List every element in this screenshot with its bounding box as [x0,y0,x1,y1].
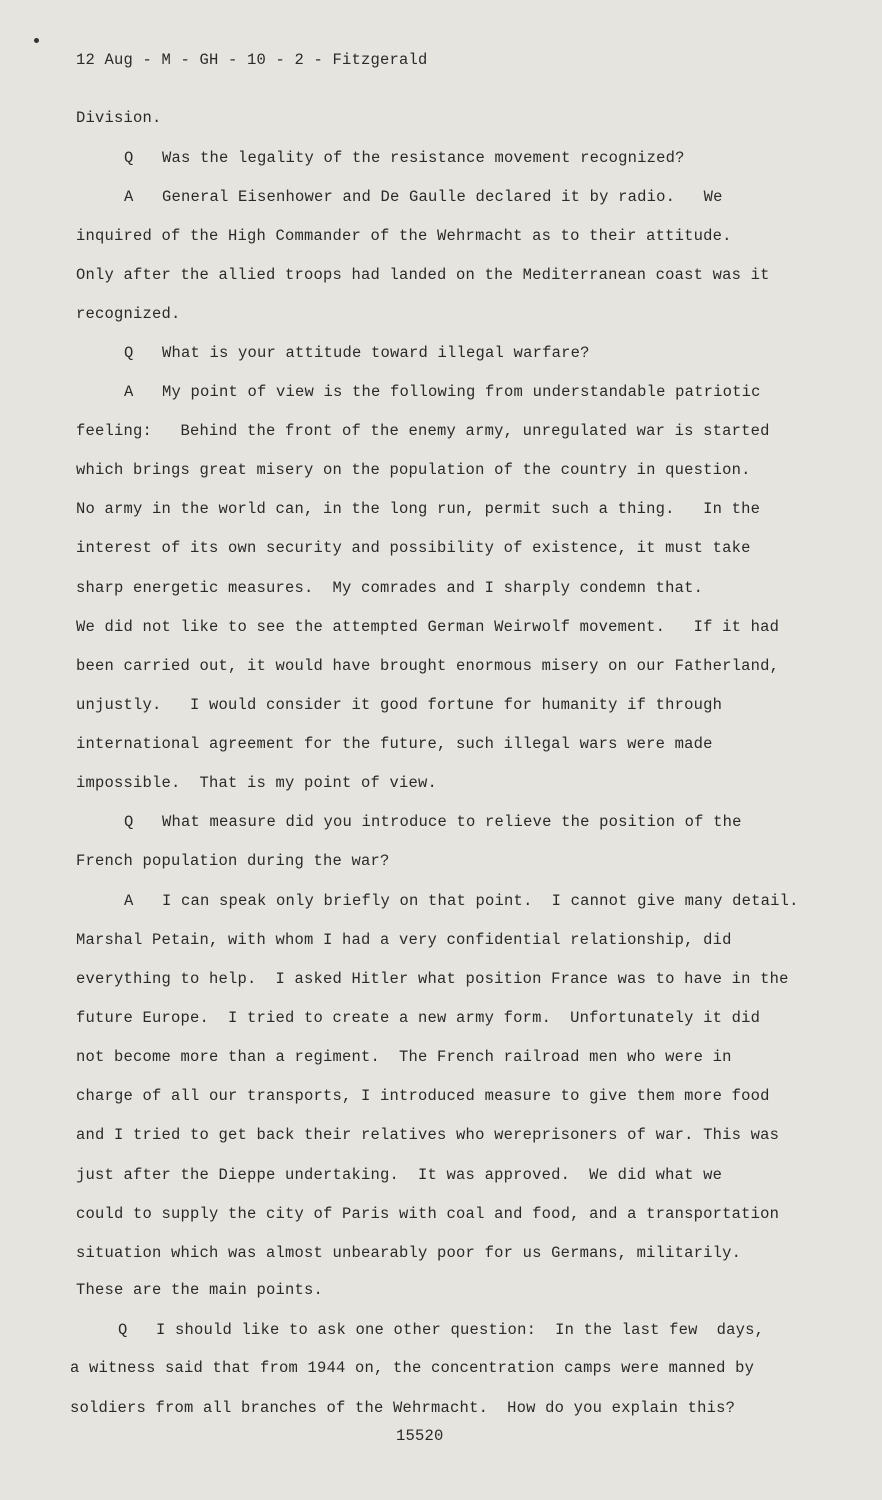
text-line: Q What measure did you introduce to relieve the position of the [124,813,742,831]
text-line: future Europe. I tried to create a new army form. Unfortunately it did [76,1009,761,1027]
page-header: 12 Aug - M - GH - 10 - 2 - Fitzgerald [76,51,428,69]
text-line: French population during the war? [76,852,390,870]
text-line: A My point of view is the following from understandable patriotic [124,383,761,401]
text-line: Q What is your attitude toward illegal warfare? [124,344,590,362]
text-line: which brings great misery on the population of the country in question. [76,461,751,479]
text-line: not become more than a regiment. The French railroad men who were in [76,1048,732,1066]
text-line: These are the main points. [76,1281,324,1299]
text-line: charge of all our transports, I introduced measure to give them more food [76,1087,770,1105]
text-line: international agreement for the future, such illegal wars were made [76,735,713,753]
text-line: Only after the allied troops had landed on the Mediterranean coast was it [76,266,770,284]
ink-dot [34,38,39,43]
text-line: just after the Dieppe undertaking. It was approved. We did what we [76,1166,723,1184]
page-number: 15520 [396,1427,444,1445]
text-line: situation which was almost unbearably poor for us Germans, militarily. [76,1244,742,1262]
text-line: unjustly. I would consider it good fortune for humanity if through [76,696,723,714]
text-line: A I can speak only briefly on that point. I cannot give many detail. [124,892,799,910]
text-line: everything to help. I asked Hitler what position France was to have in the [76,970,789,988]
text-line: sharp energetic measures. My comrades and I sharply condemn that. [76,579,704,597]
text-line: impossible. That is my point of view. [76,774,438,792]
text-line: A General Eisenhower and De Gaulle declared it by radio. We [124,188,723,206]
text-line: been carried out, it would have brought enormous misery on our Fatherland, [76,657,780,675]
text-line: soldiers from all branches of the Wehrmacht. How do you explain this? [70,1399,736,1417]
text-line: could to supply the city of Paris with coal and food, and a transportation [76,1205,780,1223]
text-line: Marshal Petain, with whom I had a very confidential relationship, did [76,931,732,949]
text-line: We did not like to see the attempted German Weirwolf movement. If it had [76,618,780,636]
text-line: interest of its own security and possibility of existence, it must take [76,539,751,557]
text-line: Q Was the legality of the resistance movement recognized? [124,149,685,167]
text-line: and I tried to get back their relatives who wereprisoners of war. This was [76,1126,780,1144]
text-line: inquired of the High Commander of the Wehrmacht as to their attitude. [76,227,732,245]
text-line: feeling: Behind the front of the enemy army, unregulated war is started [76,422,770,440]
text-line: a witness said that from 1944 on, the concentration camps were manned by [70,1359,755,1377]
text-line: No army in the world can, in the long run, permit such a thing. In the [76,500,761,518]
text-line: recognized. [76,305,181,323]
text-line: Division. [76,109,162,127]
text-line: Q I should like to ask one other question: In the last few days, [118,1321,765,1339]
